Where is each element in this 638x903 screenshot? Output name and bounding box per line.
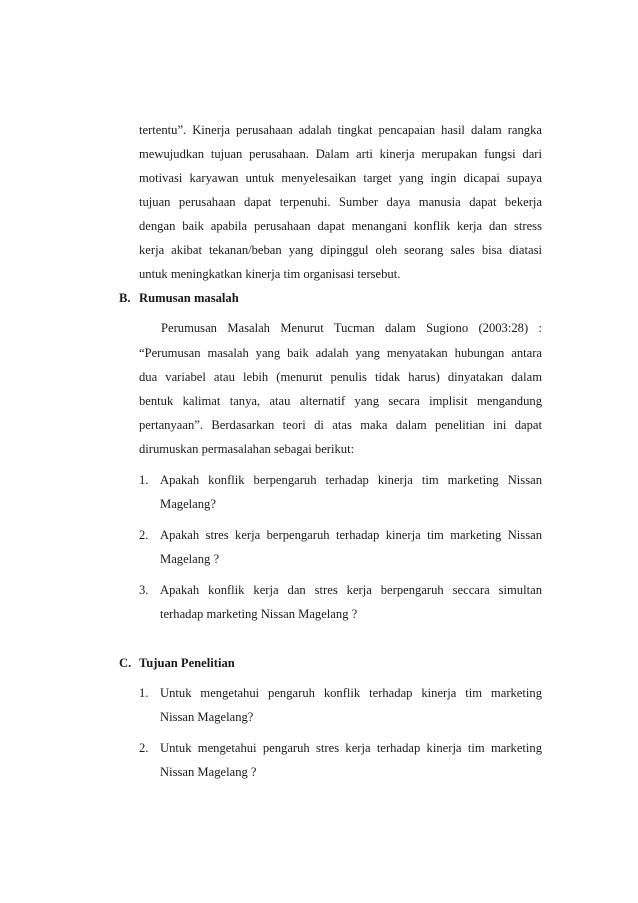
paragraph-line: Perumusan Masalah Menurut Tucman dalam Sugiono (2003:28) : [161, 321, 542, 335]
paragraph-line: tertentu”. Kinerja perusahaan adalah tingkat pencapaian hasil dalam rangka [139, 123, 542, 137]
list-item-line: Apakah konflik berpengaruh terhadap kinerja tim marketing Nissan [160, 473, 542, 487]
list-item-line: Apakah konflik kerja dan stres kerja berpengaruh seccara simultan [160, 583, 542, 597]
paragraph-line: motivasi karyawan untuk menyelesaikan target yang ingin dicapai supaya [139, 171, 542, 185]
section-c-heading [119, 655, 235, 671]
list-item-line: Untuk mengetahui pengaruh konflik terhadap kinerja tim marketing [160, 686, 542, 700]
list-item-line: Untuk mengetahui pengaruh stres kerja terhadap kinerja tim marketing [160, 741, 542, 755]
list-item-line: Nissan Magelang? [160, 710, 254, 724]
section-b-heading [119, 290, 239, 306]
paragraph-line: untuk meningkatkan kinerja tim organisasi tersebut. [139, 267, 401, 281]
section-letter: B. [119, 291, 131, 305]
paragraph-line: bentuk kalimat tanya, atau alternatif yang secara implisit mengandung [139, 394, 542, 408]
list-item-line: Apakah stres kerja berpengaruh terhadap kinerja tim marketing Nissan [160, 528, 542, 542]
paragraph-line: kerja akibat tekanan/beban yang dipinggul oleh seorang sales bisa diatasi [139, 243, 542, 257]
list-number: 2. [139, 528, 149, 542]
section-title: Tujuan Penelitian [139, 656, 235, 670]
list-item-line: Nissan Magelang ? [160, 765, 257, 779]
section-letter: C. [119, 656, 132, 670]
paragraph-line: dua variabel atau lebih (menurut penulis tidak harus) dinyatakan dalam [139, 370, 542, 384]
list-number: 2. [139, 741, 149, 755]
paragraph-line: “Perumusan masalah yang baik adalah yang menyatakan hubungan antara [139, 346, 542, 360]
list-item-line: Magelang? [160, 497, 216, 511]
section-title: Rumusan masalah [139, 291, 239, 305]
paragraph-line: dirumuskan permasalahan sebagai berikut: [139, 442, 355, 456]
paragraph-line: pertanyaan”. Berdasarkan teori di atas maka dalam penelitian ini dapat [139, 418, 542, 432]
list-number: 1. [139, 473, 149, 487]
paragraph-line: mewujudkan tujuan perusahaan. Dalam arti kinerja merupakan fungsi dari [139, 147, 542, 161]
list-item-line: terhadap marketing Nissan Magelang ? [160, 607, 358, 621]
list-item-line: Magelang ? [160, 552, 220, 566]
list-number: 3. [139, 583, 149, 597]
paragraph-line: tujuan perusahaan dapat terpenuhi. Sumber daya manusia dapat bekerja [139, 195, 542, 209]
list-number: 1. [139, 686, 149, 700]
paragraph-line: dengan baik apabila perusahaan dapat menangani konflik kerja dan stress [139, 219, 542, 233]
